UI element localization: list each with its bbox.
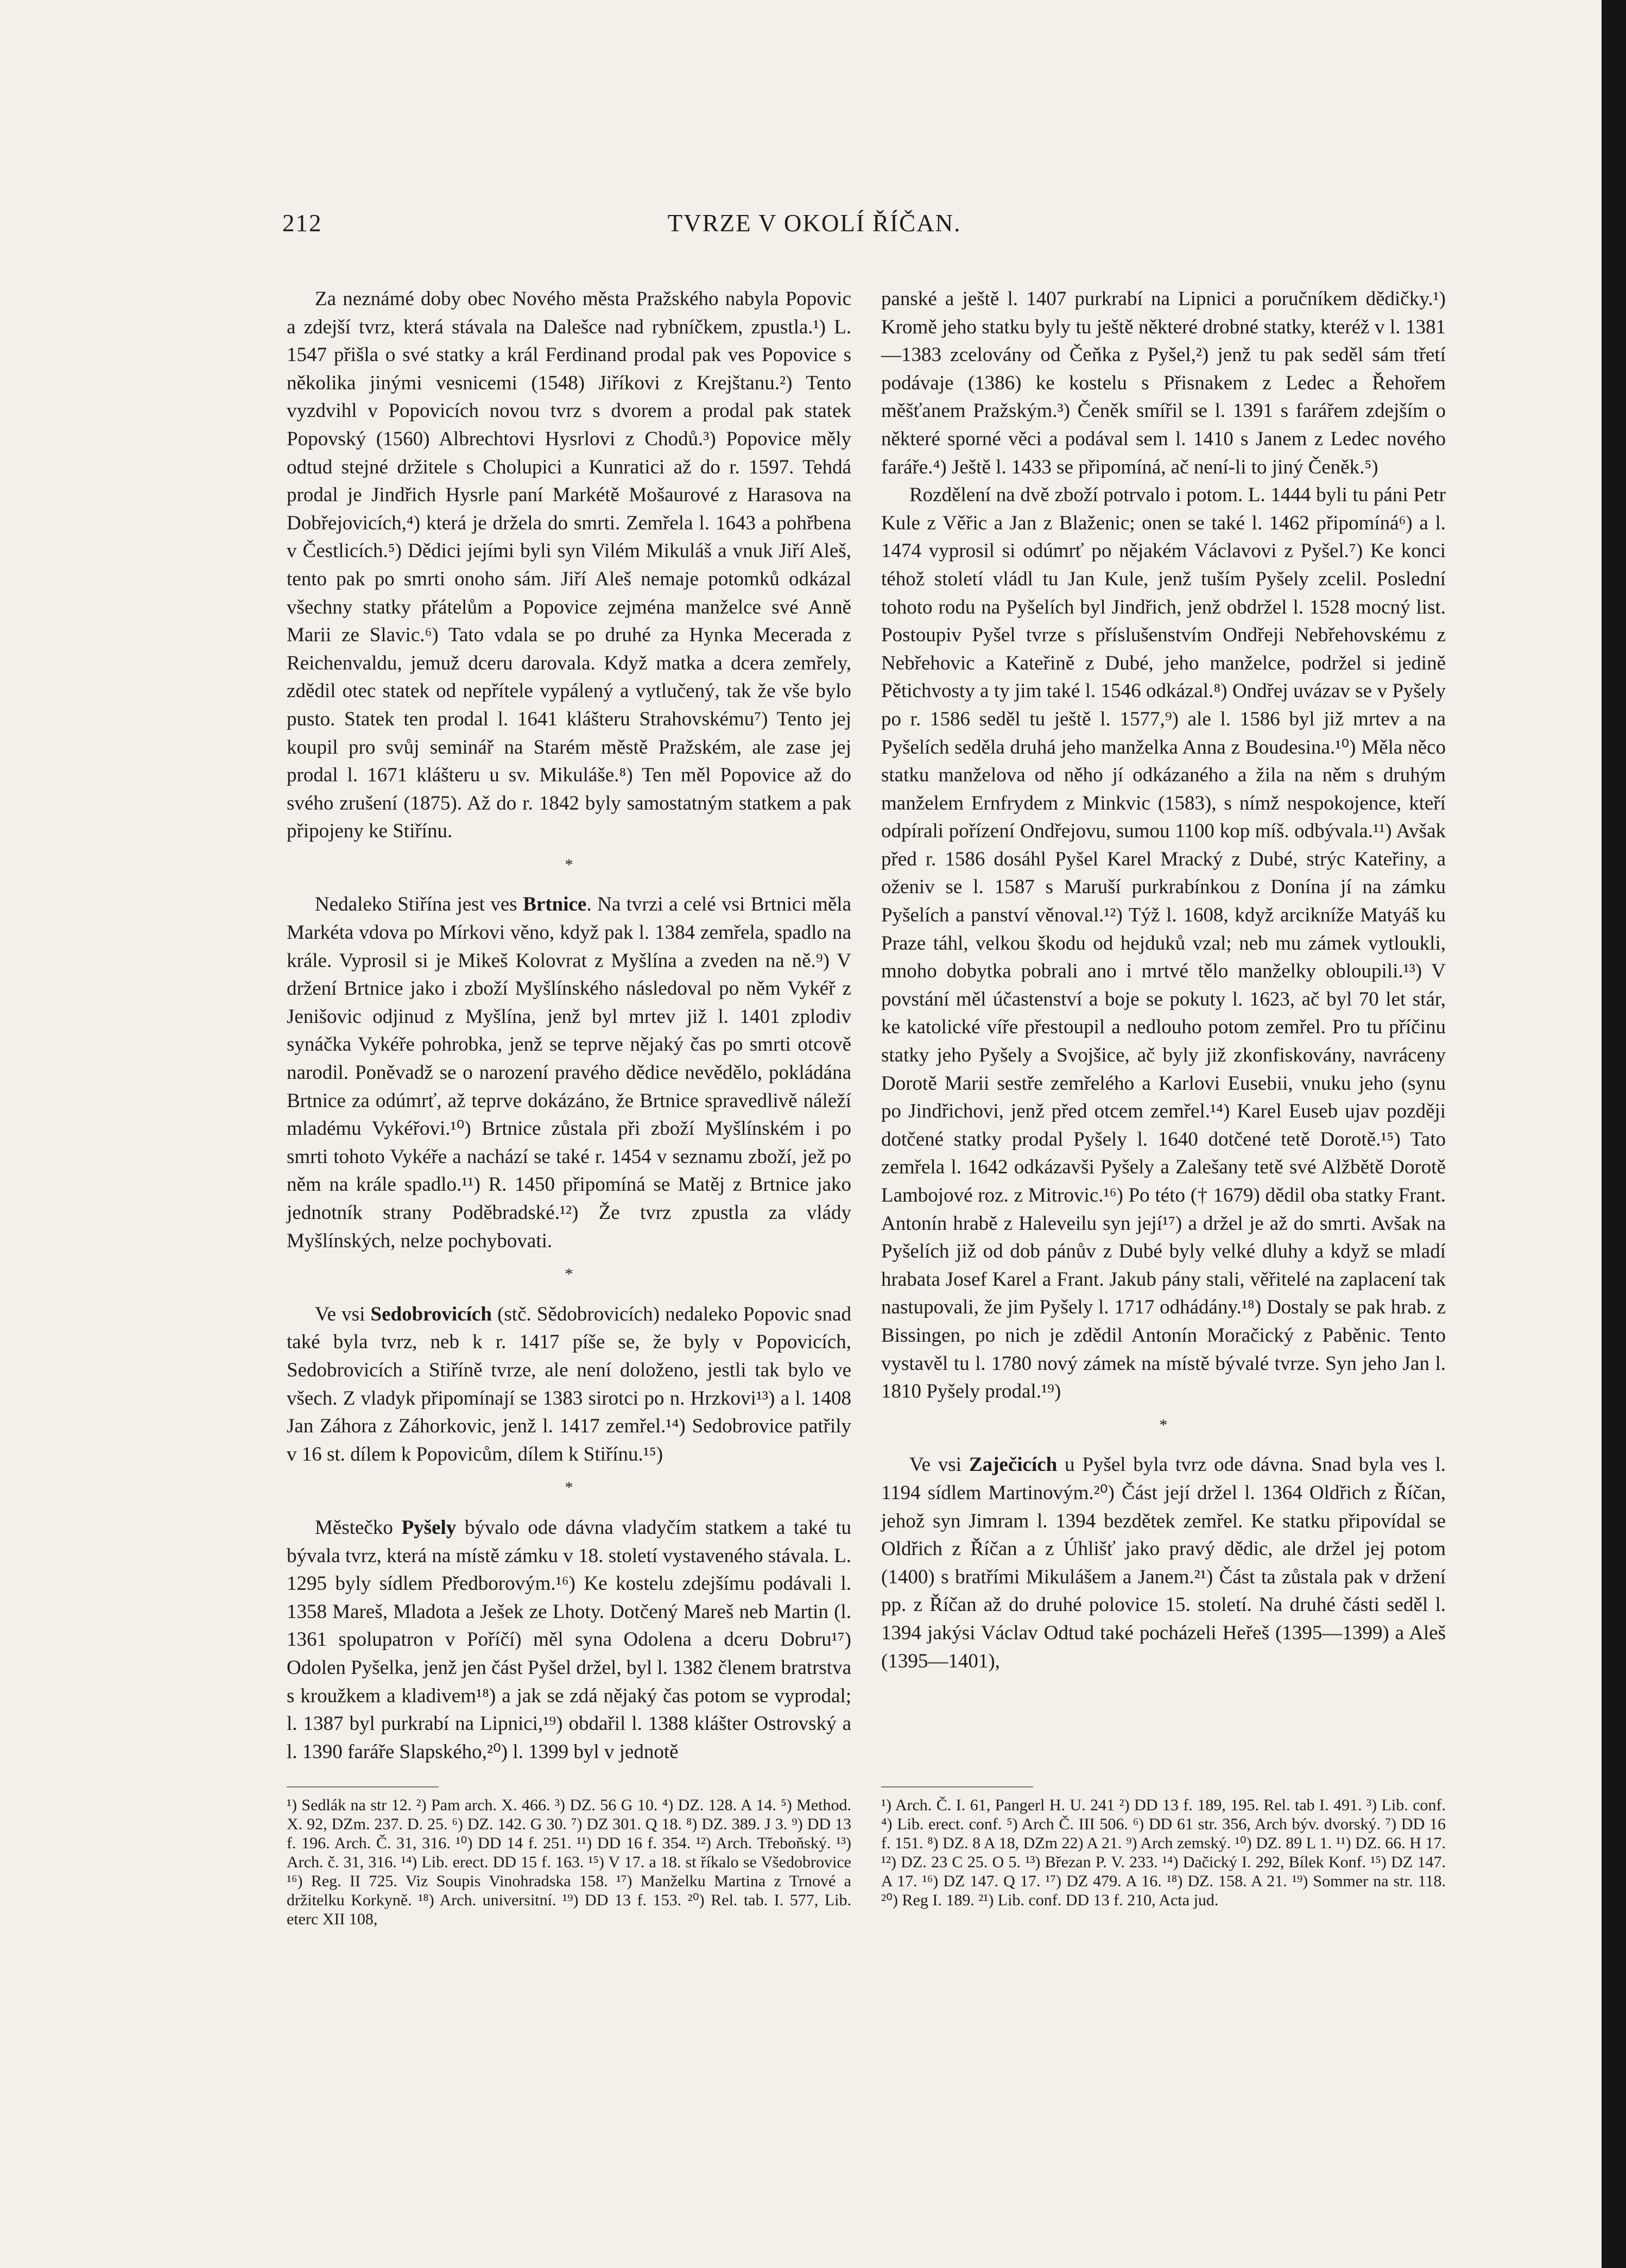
paragraph-popovice: Za neznámé doby obec Nového města Pražského nabyla Popovic a zdejší tvrz, která stávala na Dalešce nad rybníčkem, zpustla.¹) L. 1547 přišla o své statky a král Ferdinand prodal pak ves Popovice s několika jinými vesnicemi (1548) Jiříkovi z Krejštanu.²) Tento vyzdvihl v Popovicích novou tvrz s dvorem a prodal pak statek Popovský (1560) Albrechtovi Hysrlovi z Chodů.³) Popovice měly odtud stejné držitele s Cholupici a Kunratici až do r. 1597. Tehdá prodal je Jindřich Hysrle paní Markétě Mošaurové z Harasova na Dobřejovicích,⁴) která je držela do smrti. Zemřela l. 1643 a pohřbena v Čestlicích.⁵) Dědici jejími byli syn Vilém Mikuláš a vnuk Jiří Aleš, tento pak po smrti onoho sám. Jiří Aleš nemaje potomků odkázal všechny statky přátelům a Popovice zejména manželce své Anně Marii ze Slavic.⁶) Tato vdala se po druhé za Hynka Mecerada z Reichenvaldu, jemuž dceru darovala. Když matka a dcera zemřely, zdědil otec statek od nepřítele vypálený a vytlučený, tak že vše bylo pusto. Statek ten prodal l. 1641 klášteru Strahovskému⁷) Tento jej koupil pro svůj seminář na Starém městě Pražském, ale zase jej prodal l. 1671 klášteru u sv. Mikuláše.⁸) Ten měl Popovice až do svého zrušení (1875). Až do r. 1842 byly samostatným statkem a pak připojeny ke Stiřínu. bbox=[287, 288, 851, 843]
page-header bbox=[282, 209, 1346, 247]
footnote-divider bbox=[287, 1786, 439, 1787]
paragraph-continued: panské a ještě l. 1407 purkrabí na Lipnici a poručníkem dědičky.¹) Kromě jeho statku byly tu ještě některé drobné statky, kteréž v l. 1381—1383 zcelovány od Čeňka z Pyšel,²) jenž tu pak seděl sám třetí podávaje (1386) ke kostelu s Přisnakem z Ledec a Řehořem měšťanem Pražským.³) Čeněk smířil se l. 1391 s farářem zdejším o některé sporné věci a podával sem l. 1410 s Janem z Ledec nového faráře.⁴) Ještě l. 1433 se připomíná, ač není-li to jiný Čeněk.⁵) bbox=[881, 288, 1446, 478]
paragraph-pysely: Městečko Pyšely bývalo odе dávna vladyčím statkem a také tu bývala tvrz, která na místě zámku v 18. století vystaveného stávala. L. 1295 byly sídlem Předborovým.¹⁶) Ke kostelu zdejšímu podávali l. 1358 Mareš, Mladota a Ješek ze Lhoty. Dotčený Mareš neb Martin (l. 1361 spolupatron v Poříčí) měl syna Odolena a dceru Dobru¹⁷) Odolen Pyšelka, jenž jen část Pyšel držel, byl l. 1382 členem bratrstva s kroužkem a kladivem¹⁸) a jak se zdá nějaký čas potom se vyprodal; l. 1387 byl purkrabí na Lipnici,¹⁹) obdařil l. 1388 klášter Ostrovský a l. 1390 faráře Slapského,²⁰) l. 1399 byl v jednotě bbox=[287, 1516, 851, 1763]
section-separator: * bbox=[565, 1265, 573, 1284]
scan-edge bbox=[1602, 0, 1626, 2268]
footnotes-right: ¹) Arch. Č. I. 61, Pangerl H. U. 241 ²) DD 13 f. 189, 195. Rel. tab I. 491. ³) Lib. conf. ⁴) Lib. erect. conf. ⁵) Arch Č. III 506. ⁶) DD 61 str. 356, Arch býv. dvorský. ⁷) DD 16 f. 151. ⁸) DZ. 8 A 18, DZm 22) A 21. ⁹) Arch zemský. ¹⁰) DZ. 89 L 1. ¹¹) DZ. 66. H 17. ¹²) DZ. 23 C 25. O 5. ¹³) Březan P. V. 233. ¹⁴) Dačický I. 292, Bílek Konf. ¹⁵) DZ 147. A 17. ¹⁶) DZ 147. Q 17. ¹⁷) DZ 479. A 16. ¹⁸) DZ. 158. A 21. ¹⁹) Sommer na str. 118. ²⁰) Reg I. 189. ²¹) Lib. conf. DD 13 f. 210, Acta jud. bbox=[881, 1796, 1446, 1909]
footnote-divider bbox=[881, 1786, 1033, 1787]
place-name: Zaječicích bbox=[969, 1454, 1058, 1476]
place-name: Brtnice bbox=[523, 893, 587, 916]
running-title: TVRZE V OKOLÍ ŘÍČAN. bbox=[667, 210, 961, 237]
page-number: 212 bbox=[282, 210, 322, 237]
right-column bbox=[881, 285, 1446, 1675]
section-separator: * bbox=[565, 855, 573, 874]
section-separator: * bbox=[565, 1479, 573, 1497]
section-separator: * bbox=[1159, 1416, 1168, 1434]
place-name: Sedobrovicích bbox=[370, 1303, 492, 1325]
place-name: Pyšely bbox=[401, 1516, 457, 1539]
paragraph-sedobrovice: Ve vsi Sedobrovicích (stč. Sědobrovicích) nedaleko Popovic snad také byla tvrz, neb k r. 1417 píše se, že byly v Popovicích, Sedobrovicích a Stiříně tvrze, ale není doloženo, jestli tak bylo ve všech. Z vladyk připomínají se 1383 sirotci po n. Hrzkovi¹³) a l. 1408 Jan Záhora z Záhorkovic, jenž l. 1417 zemřel.¹⁴) Sedobrovice patřily v 16 st. dílem k Popovicům, dílem k Stiřínu.¹⁵) bbox=[287, 1303, 851, 1465]
paragraph-brtnice: Nedaleko Stiřína jest ves Brtnice. Na tvrzi a celé vsi Brtnici měla Markéta vdova po Mírkovi věno, když pak l. 1384 zemřela, spadlo na krále. Vyprosil si je Mikeš Kolovrat z Myšlína a zveden na ně.⁹) V držení Brtnice jako i zboží Myšlínského následoval po něm Vykéř z Jenišovic odjinud z Myšlína, jenž byl mrtev již l. 1401 zplodiv synáčka Vykéře pohrobka, jenž se teprve nějaký čas po smrti otcově narodil. Poněvadž se o narození pravého dědice nevědělo, pokládána Brtnice za odúmrť, až teprve dokázáno, že Brtnice spravedlivě náleží mladému Vykéřovi.¹⁰) Brtnice zůstala při zboží Myšlínském i po smrti tohoto Vykéře a nachází se také r. 1454 v seznamu zboží, jež po něm na krále spadlo.¹¹) R. 1450 připomíná se Matěj z Brtnice jako jednotník strany Poděbradské.¹²) Že tvrz zpustla za vlády Myšlínských, nelze pochybovati. bbox=[287, 893, 851, 1252]
footnotes-left: ¹) Sedlák na str 12. ²) Pam arch. X. 466. ³) DZ. 56 G 10. ⁴) DZ. 128. A 14. ⁵) Method. X. 92, DZm. 237. D. 25. ⁶) DZ. 142. G 30. ⁷) DZ 301. Q 18. ⁸) DZ. 389. J 3. ⁹) DD 13 f. 196. Arch. Č. 31, 316. ¹⁰) DD 14 f. 251. ¹¹) DD 16 f. 354. ¹²) Arch. Třeboňský. ¹³) Arch. č. 31, 316. ¹⁴) Lib. erect. DD 15 f. 163. ¹⁵) V 17. a 18. st říkalo se Všedobrovice ¹⁶) Reg. II 725. Viz Soupis Vinohradska 158. ¹⁷) Manželku Martina z Trnové a držitelku Korkyně. ¹⁸) Arch. universitní. ¹⁹) DD 13 f. 153. ²⁰) Rel. tab. I. 577, Lib. eterc XII 108, bbox=[287, 1796, 851, 1928]
paragraph-zajecice: Ve vsi Zaječicích u Pyšel byla tvrz odе dávna. Snad byla ves l. 1194 sídlem Martinovým.²⁰) Část její držel l. 1364 Oldřich z Říčan, jehož syn Jimram l. 1394 bezdětek zemřel. Ke statku připovídal se Oldřich z Říčan a z Úhlišť jako pravý dědic, ale držel jej potom (1400) s bratřími Mikulášem a Janem.²¹) Část ta zůstala pak v držení pp. z Říčan až do druhé polovice 15. století. Na druhé části seděl l. 1394 jakýsi Václav Odtud také pocházeli Heřeš (1395—1399) a Aleš (1395—1401), bbox=[881, 1454, 1446, 1672]
paragraph-pysely-owners: Rozdělení na dvě zboží potrvalo i potom. L. 1444 byli tu páni Petr Kule z Věřic a Jan z Blaženic; onen se také l. 1462 připomíná⁶) a l. 1474 vyprosil si odúmrť po nějakém Václavovi z Pyšel.⁷) Ke konci téhož století vládl tu Jan Kule, jenž tuším Pyšely zcelil. Poslední tohoto rodu na Pyšelích byl Jindřich, jenž obdržel l. 1528 mocný list. Postoupiv Pyšel tvrze s příslušenstvím Ondřeji Nebřehovskému z Nebřehovic a Kateřině z Dubé, jeho manželce, podržel si jedině Pětichvosty a ty jim také l. 1546 odkázal.⁸) Ondřej uvázav se v Pyšely po r. 1586 seděl tu ještě l. 1577,⁹) ale l. 1586 byl již mrtev a na Pyšelích seděla druhá jeho manželka Anna z Boudesina.¹⁰) Měla něco statku manželova od něho jí odkázaného a žila na něm s druhým manželem Ernfrydem z Minkvic (1583), s nímž nespokojence, kteří odpírali pořízení Ondřejovu, sumou 1100 kop míš. odbývala.¹¹) Avšak před r. 1586 dosáhl Pyšel Karel Mracký z Dubé, strýc Kateřiny, a oženiv se l. 1587 s Maruší purkrabínkou z Donína jí na zámku Pyšelích a panství věnoval.¹²) Týž l. 1608, když arcikníže Matyáš ku Praze táhl, velkou škodu od hejduků vzal; neb mu zámek vytloukli, mnoho dobytka pobrali ano i mrtvé tělo manželky obloupili.¹³) V povstání měl účastenství a boje se pokuty l. 1623, ač byl 70 let stár, ke katolické víře přestoupil a nedlouho potom zemřel. Pro tu příčinu statky jeho Pyšely a Svojšice, ač byly již zkonfiskovány, navráceny Dorotě Marii sestře zemřelého a Karlovi Eusebii, vnuku jeho (synu po Jindřichovi, jenž před otcem zemřel.¹⁴) Karel Euseb ujav později dotčené statky prodal Pyšely l. 1640 dotčené tetě Dorotě.¹⁵) Tato zemřela l. 1642 odkázavši Pyšely a Zalešany tetě své Alžbětě Dorotě Lambojové roz. z Mitrovic.¹⁶) Po této († 1679) dědil oba statky Frant. Antonín hrabě z Haleveilu syn její¹⁷) a držel je až do smrti. Avšak na Pyšelích již od dob pánův z Dubé byly velké dluhy a když se mladí hrabata Josef Karel a Frant. Jakub pány stali, věřitelé na zaplacení tak nastupovali, že jim Pyšely l. 1717 odhádány.¹⁸) Dostaly se pak hrab. z Bissingen, po nich je zdědil Antonín Moračický z Paběnic. Tento vystavěl tu l. 1780 nový zámek na místě bývalé tvrze. Syn jeho Jan l. 1810 Pyšely prodal.¹⁹) bbox=[881, 484, 1446, 1403]
left-column bbox=[287, 285, 851, 1766]
